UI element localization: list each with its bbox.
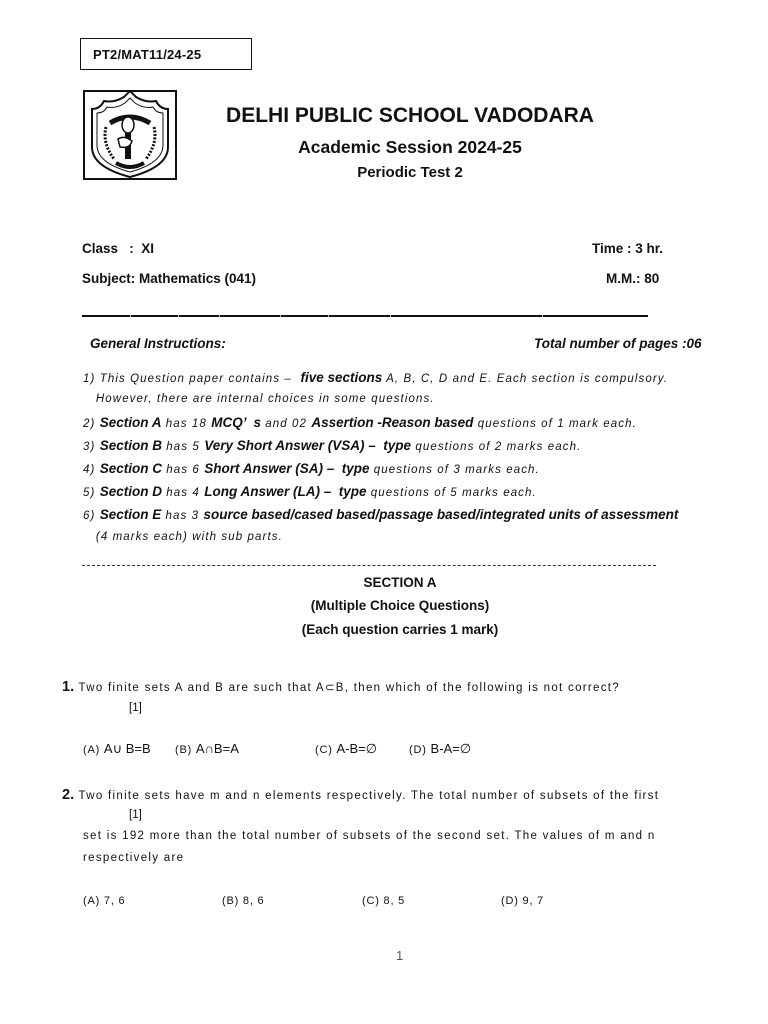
question-text: Two finite sets have m and n elements respectively. The total number of subsets of the first: [78, 790, 660, 802]
academic-session: Academic Session 2024-25: [298, 137, 522, 157]
option-d: (D) B-A=∅: [409, 741, 472, 756]
paper-code: PT2/MAT11/24-25: [93, 47, 202, 62]
instruction-6-cont: (4 marks each) with sub parts.: [83, 531, 283, 543]
question-marks: [1]: [129, 702, 142, 714]
question-2: [62, 786, 659, 804]
instruction-1-cont: However, there are internal choices in some questions.: [83, 393, 435, 405]
option-a: (A) A∪ B=B: [83, 741, 151, 756]
instruction-5: 5) Section D has 4 Long Answer (LA) – type questions of 5 marks each.: [83, 484, 537, 499]
total-pages: Total number of pages :06: [534, 336, 702, 351]
question-marks: [1]: [129, 809, 142, 821]
option-b: (B) 8, 6: [222, 895, 265, 907]
question-number: 1.: [62, 679, 75, 695]
divider-line: [82, 315, 648, 317]
option-a: (A) 7, 6: [83, 895, 126, 907]
page-number: 1: [396, 948, 404, 963]
instruction-1: 1) This Question paper contains – five sections A, B, C, D and E. Each section is compulsory.: [83, 370, 669, 385]
instruction-2: 2) Section A has 18 MCQ’ s and 02 Assertion -Reason based questions of 1 mark each.: [83, 415, 637, 430]
question-1: [62, 678, 620, 696]
instruction-6: 6) Section E has 3 source based/cased based/passage based/integrated units of assessment: [83, 507, 679, 522]
time-label: Time : 3 hr.: [592, 241, 664, 256]
option-b: (B) A∩B=A: [175, 741, 239, 756]
section-note: (Each question carries 1 mark): [301, 622, 499, 637]
instruction-3: 3) Section B has 5 Very Short Answer (VSA) – type questions of 2 marks each.: [83, 438, 582, 453]
test-name: Periodic Test 2: [357, 164, 463, 181]
paper-code-box: [80, 38, 252, 70]
question-text-cont: respectively are: [83, 852, 185, 864]
max-marks-label: M.M.: 80: [606, 271, 660, 286]
class-label: Class : XI: [82, 241, 155, 256]
option-c: (C) 8, 5: [362, 895, 406, 907]
school-name: DELHI PUBLIC SCHOOL VADODARA: [226, 104, 594, 127]
question-number: 2.: [62, 787, 75, 803]
subject-label: Subject: Mathematics (041): [82, 271, 257, 286]
section-title: SECTION A: [363, 575, 437, 590]
question-text: Two finite sets A and B are such that A⊂B, then which of the following is not correct?: [78, 682, 620, 694]
option-d: (D) 9, 7: [501, 895, 545, 907]
question-text-cont: set is 192 more than the total number of subsets of the second set. The values of m and n: [83, 830, 656, 842]
general-instructions-heading: General Instructions:: [90, 336, 226, 351]
dashed-divider: [82, 565, 656, 566]
option-c: (C) A-B=∅: [315, 741, 378, 756]
school-crest-icon: [80, 87, 180, 184]
instruction-4: 4) Section C has 6 Short Answer (SA) – type questions of 3 marks each.: [83, 461, 540, 476]
section-subtitle: (Multiple Choice Questions): [310, 598, 490, 613]
